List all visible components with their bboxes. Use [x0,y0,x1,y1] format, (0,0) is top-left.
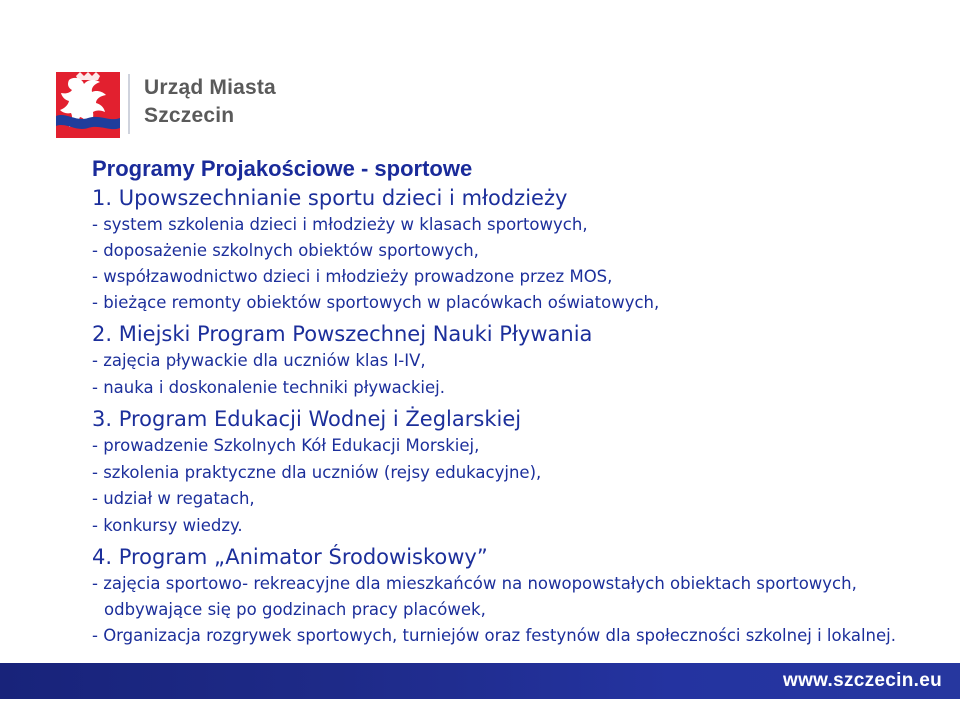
list-item: - udział w regatach, [92,489,255,508]
logo-line-1: Urząd Miasta [144,76,276,99]
logo-text [144,74,276,130]
slide-heading: Programy Projakościowe - sportowe [92,156,473,181]
list-item: - szkolenia praktyczne dla uczniów (rejsy edukacyjne), [92,462,542,482]
slide-content [92,154,937,649]
list-item: - system szkolenia dzieci i młodzieży w klasach sportowych, [92,215,588,234]
logo-line-2: Szczecin [144,104,235,127]
footer-url: www.szczecin.eu [782,670,942,691]
list-item: - bieżące remonty obiektów sportowych w placówkach oświatowych, [92,293,660,312]
list-item: - Organizacja rozgrywek sportowych, turniejów oraz festynów dla społeczności szkolnej i lokalnej. [92,626,896,645]
footer-bar [0,663,960,699]
footer-stripe [0,699,960,716]
section-title: 3. Program Edukacji Wodnej i Żeglarskiej [92,407,522,431]
section-title: 2. Miejski Program Powszechnej Nauki Pływania [92,322,593,346]
list-item: - zajęcia pływackie dla uczniów klas I-IV, [92,351,426,370]
list-item: - współzawodnictwo dzieci i młodzieży prowadzone przez MOS, [92,267,613,286]
section-2 [92,320,937,401]
section-title: 4. Program „Animator Środowiskowy” [92,545,488,569]
list-item: - nauka i doskonalenie techniki pływackiej. [92,377,445,397]
list-item: - zajęcia sportowo- rekreacyjne dla mieszkańców na nowopowstałych obiektach sportowych, odbywające się po godzinach pracy placówek, [92,574,857,619]
logo-divider [128,74,130,134]
city-logo [56,72,276,138]
list-item: - doposażenie szkolnych obiektów sportowych, [92,241,479,260]
list-item: - konkursy wiedzy. [92,515,243,535]
list-item: - prowadzenie Szkolnych Kół Edukacji Morskiej, [92,436,480,455]
section-4 [92,543,937,649]
section-title: 1. Upowszechnianie sportu dzieci i młodzieży [92,186,568,210]
section-1 [92,184,937,316]
griffin-emblem-icon [56,72,120,138]
section-3 [92,405,937,539]
